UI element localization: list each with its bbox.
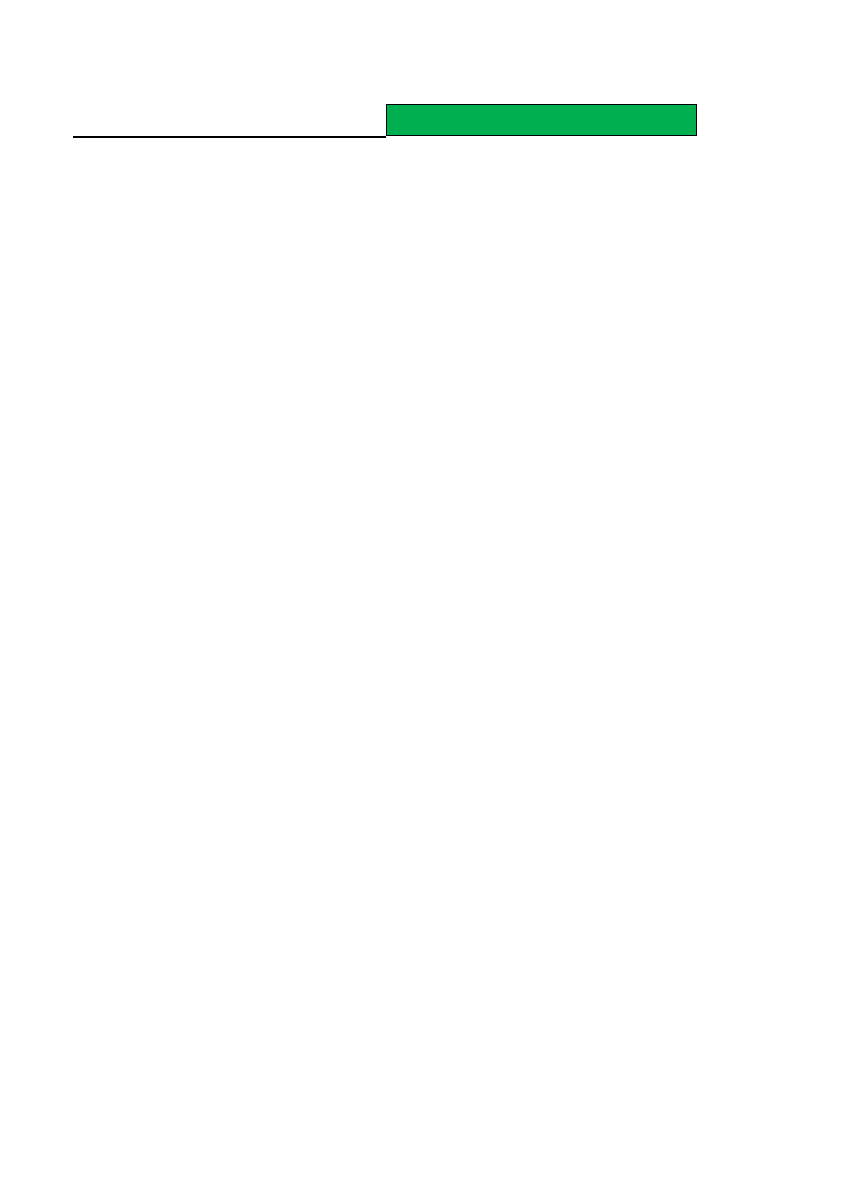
infos-pratiques-header — [73, 106, 386, 138]
class-level-header — [386, 104, 697, 136]
